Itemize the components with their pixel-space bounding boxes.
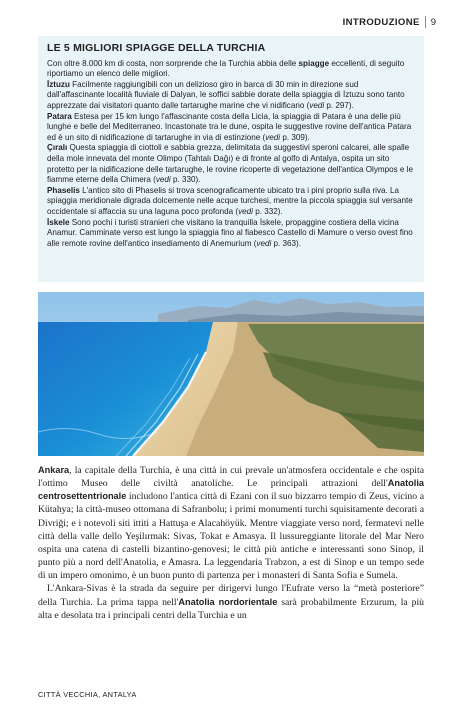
beach-name: İskele — [47, 217, 70, 227]
beach-entry-cirali — [47, 143, 415, 185]
section-title: INTRODUZIONE — [342, 16, 420, 28]
text-run: , la capitale della Turchia, è una città in cui prevale un'atmosfera occidentale e che ospita l'ottimo Museo delle civiltà anatoliche. Le principali attrazioni dell' — [38, 465, 424, 490]
vedi-ref: vedi — [155, 175, 171, 185]
intro-text-a: Con oltre 8.000 km di costa, non sorprende che la Turchia abbia delle — [47, 58, 299, 68]
page-ref: p. 309). — [280, 132, 310, 142]
main-text — [38, 464, 424, 622]
place-name: Ankara — [38, 465, 70, 475]
photo-caption: CITTÀ VECCHIA, ANTALYA — [38, 690, 137, 699]
beach-entry-iskele — [47, 218, 415, 250]
beach-description: Estesa per 15 km lungo l'affascinante costa della Licia, la spiaggia di Patara è una delle più lunghe e belle del Mediterraneo. Incastonate tra le dune, ospita le suggestive rovine dell'antica Patara ed è un sito di nidificazione di tartarughe in via di estinzione ( — [47, 111, 412, 142]
page-ref: p. 332). — [252, 206, 283, 216]
intro-keyword: spiagge — [298, 58, 330, 68]
box-intro — [47, 59, 415, 80]
region-name: Anatolia nordorientale — [178, 596, 278, 607]
intro-text-c: eccellenti, di seguito riportiamo un elenco delle migliori. — [47, 58, 405, 79]
beach-entry-phaselis — [47, 186, 415, 218]
beach-name: Patara — [47, 111, 72, 121]
beach-description: Facilmente raggiungibili con un delizioso giro in barca di 30 min in direzione sud dall'affascinante località fluviale di Dalyan, le soffici sabbie dorate della spiaggia di İztuzu sono tanto apprezzate dai visitatori quanto dalle tartarughe marine che vi nidificano ( — [47, 79, 405, 110]
beach-name: Çıralı — [47, 143, 68, 153]
page-ref: p. 330). — [170, 175, 201, 185]
beach-entry-patara — [47, 112, 415, 144]
vedi-ref: vedi — [238, 206, 253, 216]
text-run: includono l'antica città di Ezani con il suo bizzarro tempio di Zeus, vicino a Kütahya; la città-museo ottomana di Safranbolu; i primi monumenti turchi squisitamente decorati a Divriği; e i notevoli siti ittiti a Hattuşa e Alacahöyük. Mentre viaggiate verso nord, fermatevi nelle città della valle dello Yeşilırmak: Sivas, Tokat e Amasya. Il lussureggiante litorale del Mar Nero ospita una catena di castelli bizantino-genovesi; le città più antiche e interessanti sono Sinop, il punto più a nord dell'Anatolia, e Amasra. La leggendaria Trabzon, a est di Sinop e un tempo sede di un impero omonimo, è un buon punto di partenza per i monasteri di Santa Sofia e Sumela. — [38, 491, 424, 582]
page-number: 9 — [430, 16, 436, 28]
paragraph-2 — [38, 582, 424, 621]
box-title: LE 5 MIGLIORI SPIAGGE DELLA TURCHIA — [47, 42, 266, 54]
beach-photo — [38, 292, 424, 456]
page-ref: p. 363). — [271, 238, 301, 248]
beach-name: Phaselis — [47, 185, 80, 195]
region-name: Anatolia centrosettentrionale — [38, 478, 424, 502]
beach-description: Questa spiaggia di ciottoli e sabbia grezza, delimitata da suggestivi speroni calcarei, alle spalle della mole innevata del monte Olimpo (Tahtalı Dağı) e di fronte al golfo di Antalya, ospita un sito protetto per la nidificazione delle tartarughe, le rovine ricoperte di vegetazione dell'antica Olympos e le fiamme eterne della Chimera ( — [47, 143, 413, 185]
paragraph-1 — [38, 464, 424, 582]
top-beaches-box — [38, 36, 424, 282]
beach-description: L'antico sito di Phaselis si trova scenograficamente ubicato tra i pini proprio sulla riva. La spiaggia meridionale digrada dolcemente nelle acque turchesi, mentre la piccola spiaggia sul versante occidentale si affaccia su una laguna poco profonda ( — [47, 185, 413, 216]
text-run: L'Ankara-Sivas è la strada da seguire per dirigervi lungo l'Eufrate verso la “metà posteriore” della Turchia. La prima tappa nell' — [38, 583, 424, 608]
vedi-ref: vedi — [265, 132, 281, 142]
header-divider — [425, 16, 426, 28]
beach-description: Sono pochi i turisti stranieri che visitano la tranquilla İskele, propaggine costiera della vicina Anamur. Camminate verso est lungo la spiaggia fino al fiabesco Castello di Mamure o verso ovest fino alle remote rovine dell'antico insediamento di Anemurium ( — [47, 217, 413, 248]
vedi-ref: vedi — [309, 100, 325, 110]
running-header — [38, 14, 436, 30]
vedi-ref: vedi — [256, 238, 272, 248]
beach-name: İztuzu — [47, 79, 70, 89]
page-ref: p. 297). — [324, 100, 354, 110]
text-run: sarà probabilmente Erzurum, la più alta e desolata tra i principali centri della Turchia e un — [38, 596, 424, 621]
beach-entry-iztuzu — [47, 80, 415, 112]
